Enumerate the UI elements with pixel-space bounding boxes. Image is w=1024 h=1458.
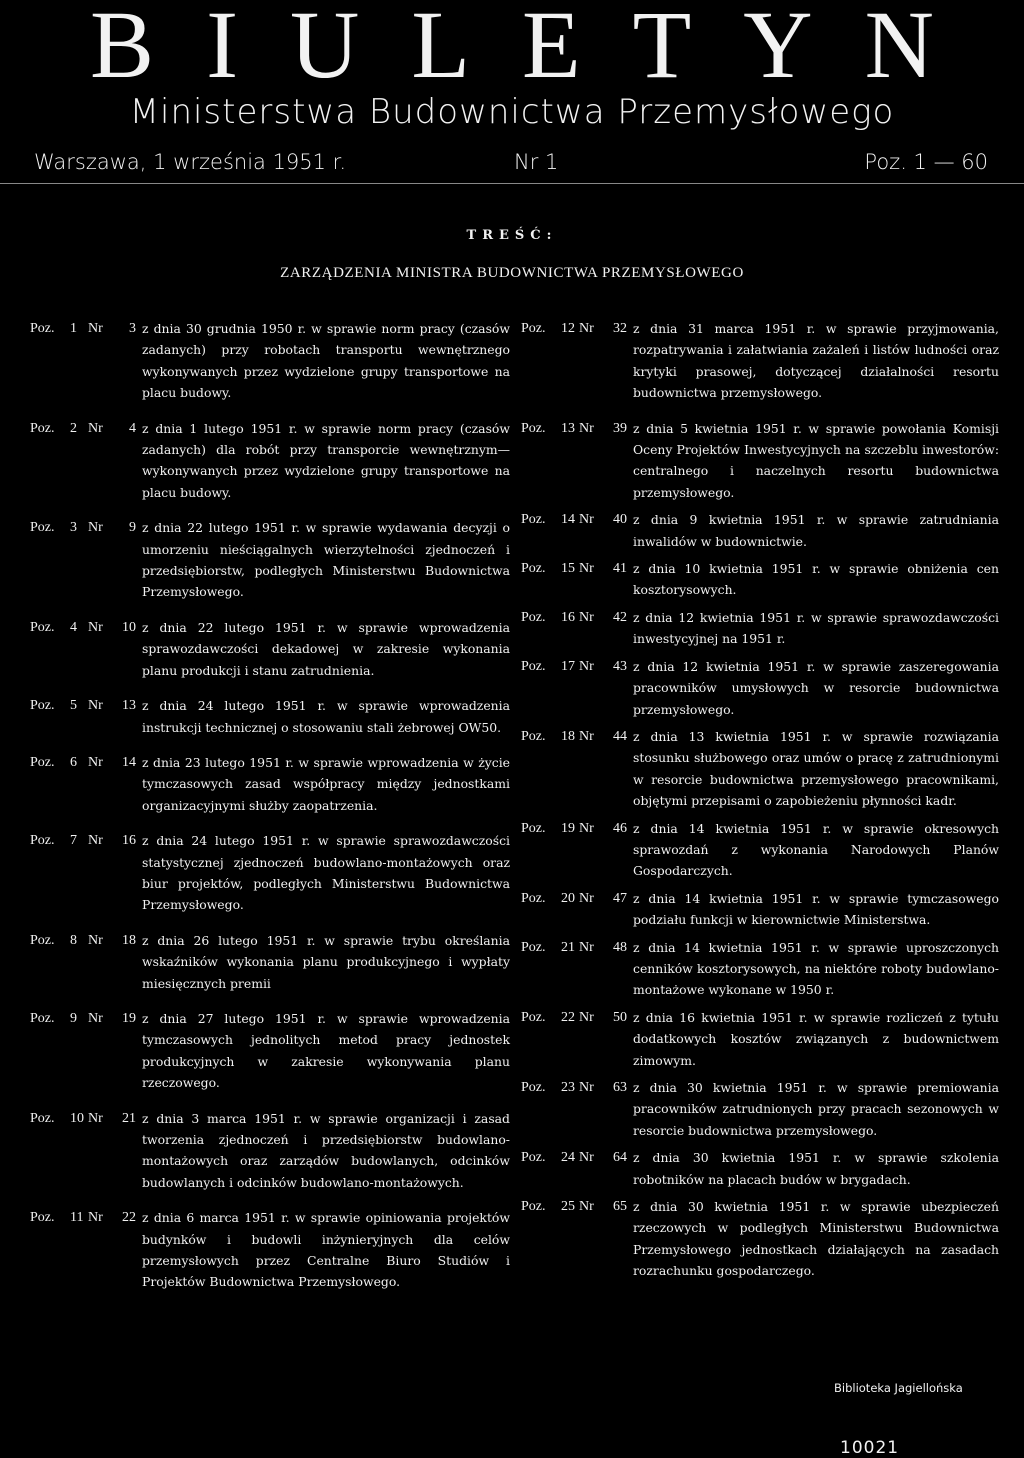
entry-poz-label: Poz.: [521, 420, 546, 436]
entry-order-number: 16: [122, 833, 136, 849]
entry-position-number: 9: [70, 1010, 77, 1026]
entry-order-number: 3: [129, 321, 136, 336]
entry-nr-label: Nr: [88, 321, 103, 336]
entry-order-number: 41: [613, 561, 627, 577]
entry-description: z dnia 12 kwietnia 1951 r. w sprawie sprawozdawczości inwestycyjnej na 1951 r.: [633, 609, 999, 647]
entry-description: z dnia 1 lutego 1951 r. w sprawie norm pracy (czasów zadanych) dla robót przy transporcie wewnętrznym—wykonywanych przez wydzielone grupy transportowe na placu budowy.: [142, 420, 510, 500]
entry-description: z dnia 24 lutego 1951 r. w sprawie wprowadzenia instrukcji technicznej o stosowaniu stali żebrowej OW50.: [142, 698, 510, 735]
contents-column-right: [521, 318, 999, 1282]
entry-position-number: 6: [70, 754, 77, 770]
entry-order-number: 4: [129, 420, 136, 436]
entry-description: z dnia 13 kwietnia 1951 r. w sprawie rozwiązania stosunku służbowego oraz umów o pracę z zatrudnionymi w resorcie budownictwa przemysłowego pracownikami, objętymi przepisami o zapobieżeniu płynności kadr.: [633, 728, 999, 809]
entry-poz-label: Poz.: [521, 1009, 546, 1025]
contents-entry: [30, 1207, 510, 1293]
entry-poz-label: Poz.: [521, 820, 546, 836]
entry-poz-label: Poz.: [30, 1210, 55, 1226]
entry-nr-label: Nr: [579, 321, 594, 336]
issue-positions: Poz. 1 — 60: [864, 150, 988, 174]
page-number: 10021: [840, 1438, 900, 1458]
entry-order-number: 63: [613, 1080, 627, 1095]
entry-position-number: 1: [70, 321, 77, 336]
entry-position-number: 4: [70, 619, 77, 635]
contents-entry: [521, 1077, 999, 1141]
entry-nr-label: Nr: [579, 1150, 594, 1166]
contents-column-left: [30, 318, 510, 1293]
entry-description: z dnia 6 marca 1951 r. w sprawie opiniowania projektów budynków i budowli inżynieryjnych dla celów przemysłowych przez Centralne Biuro Studiów i Projektów Budownictwa Przemysłowego.: [142, 1210, 510, 1290]
entry-nr-label: Nr: [579, 420, 594, 436]
entry-poz-label: Poz.: [521, 1150, 546, 1166]
entry-description: z dnia 27 lutego 1951 r. w sprawie wprowadzenia tymczasowych jednolitych metod pracy jednostek produkcyjnych w zakresie wykonywania planu rzeczowego.: [142, 1010, 510, 1091]
entry-order-number: 14: [122, 754, 136, 770]
entry-position-number: 3: [70, 520, 77, 536]
entry-nr-label: Nr: [579, 820, 594, 836]
section-heading: ZARZĄDZENIA MINISTRA BUDOWNICTWA PRZEMYSŁOWEGO: [280, 265, 744, 281]
entry-position-number: 12: [561, 321, 575, 336]
contents-entry: [30, 752, 510, 816]
entry-nr-label: Nr: [579, 890, 594, 906]
entry-poz-label: Poz.: [30, 932, 55, 948]
issue-place-date: Warszawa, 1 września 1951 r.: [34, 150, 347, 174]
contents-entry: [521, 1147, 999, 1190]
entry-poz-label: Poz.: [521, 890, 546, 906]
entry-order-number: 32: [613, 321, 627, 336]
contents-entry: [30, 418, 510, 504]
entry-position-number: 22: [561, 1009, 575, 1025]
entry-nr-label: Nr: [88, 619, 103, 635]
contents-entry: [521, 656, 999, 720]
entry-position-number: 5: [70, 698, 77, 714]
entry-order-number: 42: [613, 609, 627, 625]
contents-entry: [521, 726, 999, 812]
entry-poz-label: Poz.: [30, 619, 55, 635]
contents-entry: [521, 818, 999, 882]
entry-order-number: 9: [129, 520, 136, 536]
entry-poz-label: Poz.: [30, 1010, 55, 1026]
entry-poz-label: Poz.: [521, 939, 546, 955]
entry-nr-label: Nr: [579, 939, 594, 955]
entry-nr-label: Nr: [579, 512, 594, 528]
entry-description: z dnia 14 kwietnia 1951 r. w sprawie tymczasowego podziału funkcji w kierownictwie Ministerstwa.: [633, 890, 999, 928]
entry-description: z dnia 31 marca 1951 r. w sprawie przyjmowania, rozpatrywania i załatwiania zażaleń i listów ludności oraz krytyki prasowej, dotyczącej działalności resortu budownictwa przemysłowego.: [633, 321, 999, 401]
entry-order-number: 48: [613, 939, 627, 955]
entry-order-number: 21: [122, 1110, 136, 1126]
entry-nr-label: Nr: [88, 420, 103, 436]
entry-position-number: 13: [561, 420, 575, 436]
entry-position-number: 2: [70, 420, 77, 436]
entry-description: z dnia 10 kwietnia 1951 r. w sprawie obniżenia cen kosztorysowych.: [633, 561, 999, 598]
entry-poz-label: Poz.: [521, 1199, 546, 1215]
entry-order-number: 64: [613, 1150, 627, 1166]
entry-position-number: 7: [70, 833, 77, 849]
entry-poz-label: Poz.: [521, 658, 546, 674]
entry-position-number: 25: [561, 1199, 575, 1215]
contents-entry: [521, 558, 999, 601]
entry-poz-label: Poz.: [521, 561, 546, 577]
entry-nr-label: Nr: [579, 1009, 594, 1025]
entry-position-number: 14: [561, 512, 575, 528]
issue-number: Nr 1: [514, 150, 559, 174]
entry-position-number: 10: [70, 1110, 84, 1126]
entry-description: z dnia 30 grudnia 1950 r. w sprawie norm pracy (czasów zadanych) przy robotach transportu wewnętrznego wykonywanych przez wydzielone grupy transportowe na placu budowy.: [142, 321, 510, 401]
contents-entry: [30, 517, 510, 603]
entry-nr-label: Nr: [88, 698, 103, 714]
entry-order-number: 44: [613, 728, 627, 744]
contents-heading: TREŚĆ:: [466, 228, 558, 243]
header-divider: [0, 183, 1024, 184]
entry-poz-label: Poz.: [30, 698, 55, 714]
contents-entry: [521, 418, 999, 504]
entry-nr-label: Nr: [579, 609, 594, 625]
entry-position-number: 20: [561, 890, 575, 906]
entry-description: z dnia 22 lutego 1951 r. w sprawie wydawania decyzji o umorzeniu nieściągalnych wierzytelności zjednoczeń i przedsiębiorstw, podległych Ministerstwu Budownictwa Przemysłowego.: [142, 520, 510, 600]
entry-order-number: 10: [122, 619, 136, 635]
entry-poz-label: Poz.: [30, 420, 55, 436]
entry-description: z dnia 14 kwietnia 1951 r. w sprawie okresowych sprawozdań z wykonania Narodowych Planów Gospodarczych.: [633, 820, 999, 879]
entry-nr-label: Nr: [579, 561, 594, 577]
entry-description: z dnia 23 lutego 1951 r. w sprawie wprowadzenia w życie tymczasowych zasad współpracy między jednostkami organizacyjnymi służby zaopatrzenia.: [142, 754, 510, 813]
entry-description: z dnia 16 kwietnia 1951 r. w sprawie rozliczeń z tytułu dodatkowych kosztów związanych z budownictwem zimowym.: [633, 1009, 999, 1068]
contents-entry: [30, 830, 510, 916]
contents-entry: [30, 318, 510, 404]
contents-entry: [521, 937, 999, 1001]
entry-nr-label: Nr: [88, 932, 103, 948]
entry-description: z dnia 5 kwietnia 1951 r. w sprawie powołania Komisji Oceny Projektów Inwestycyjnych na szczeblu inwestorów: centralnego i naczelnych resortu budownictwa przemysłowego.: [633, 420, 999, 500]
entry-nr-label: Nr: [579, 728, 594, 744]
entry-order-number: 50: [613, 1009, 627, 1025]
entry-description: z dnia 30 kwietnia 1951 r. w sprawie ubezpieczeń rzeczowych w podległych Ministerstwu Budownictwa Przemysłowego jednostkach działających na zasadach rozrachunku gospodarczego.: [633, 1199, 999, 1279]
entry-nr-label: Nr: [88, 520, 103, 536]
entry-position-number: 11: [70, 1210, 84, 1226]
entry-order-number: 43: [613, 658, 627, 674]
entry-position-number: 15: [561, 561, 575, 577]
entry-nr-label: Nr: [88, 1210, 103, 1226]
masthead-title: BIULETYN: [90, 0, 986, 98]
entry-position-number: 16: [561, 609, 575, 625]
entry-description: z dnia 24 lutego 1951 r. w sprawie sprawozdawczości statystycznej zjednoczeń budowlano-montażowych oraz biur projektów, podległych Ministerstwu Budownictwa Przemysłowego.: [142, 833, 510, 913]
entry-order-number: 46: [613, 820, 627, 836]
entry-poz-label: Poz.: [521, 728, 546, 744]
masthead-subtitle: Ministerstwa Budownictwa Przemysłowego: [129, 92, 895, 132]
entry-poz-label: Poz.: [521, 321, 546, 336]
entry-description: z dnia 22 lutego 1951 r. w sprawie wprowadzenia sprawozdawczości dekadowej w zakresie wykonania planu produkcji i stanu zatrudnienia.: [142, 619, 510, 678]
entry-nr-label: Nr: [88, 1010, 103, 1026]
entry-poz-label: Poz.: [521, 512, 546, 528]
contents-entry: [521, 318, 999, 404]
entry-order-number: 19: [122, 1010, 136, 1026]
entry-poz-label: Poz.: [30, 754, 55, 770]
entry-position-number: 24: [561, 1150, 575, 1166]
entry-nr-label: Nr: [579, 1199, 594, 1215]
entry-poz-label: Poz.: [521, 1080, 546, 1095]
contents-entry: [521, 1007, 999, 1071]
entry-order-number: 13: [122, 698, 136, 714]
contents-entry: [30, 930, 510, 994]
entry-position-number: 23: [561, 1080, 575, 1095]
entry-order-number: 18: [122, 932, 136, 948]
entry-nr-label: Nr: [579, 1080, 594, 1095]
contents-entry: [30, 1108, 510, 1194]
contents-entry: [521, 888, 999, 931]
entry-description: z dnia 3 marca 1951 r. w sprawie organizacji i zasad tworzenia zjednoczeń i przedsiębiorstw budowlano-montażowych oraz zarządów budowlanych, odcinków budowlanych i odcinków budowlano-montażowych.: [142, 1110, 510, 1190]
entry-order-number: 39: [613, 420, 627, 436]
entry-poz-label: Poz.: [30, 321, 55, 336]
entry-description: z dnia 30 kwietnia 1951 r. w sprawie premiowania pracowników zatrudnionych przy pracach sezonowych w resorcie budownictwa przemysłowego.: [633, 1080, 999, 1138]
entry-poz-label: Poz.: [30, 833, 55, 849]
entry-nr-label: Nr: [88, 1110, 103, 1126]
entry-position-number: 8: [70, 932, 77, 948]
entry-nr-label: Nr: [88, 754, 103, 770]
contents-entry: [30, 695, 510, 738]
contents-entry: [30, 617, 510, 681]
entry-position-number: 19: [561, 820, 575, 836]
contents-entry: [30, 1008, 510, 1094]
entry-nr-label: Nr: [579, 658, 594, 674]
entry-description: z dnia 12 kwietnia 1951 r. w sprawie zaszeregowania pracowników umysłowych w resorcie budownictwa przemysłowego.: [633, 658, 999, 717]
entry-order-number: 40: [613, 512, 627, 528]
contents-entry: [521, 509, 999, 552]
entry-position-number: 18: [561, 728, 575, 744]
entry-poz-label: Poz.: [521, 609, 546, 625]
contents-entry: [521, 607, 999, 650]
entry-order-number: 22: [122, 1210, 136, 1226]
entry-description: z dnia 30 kwietnia 1951 r. w sprawie szkolenia robotników na placach budów w brygadach.: [633, 1150, 999, 1187]
entry-position-number: 17: [561, 658, 575, 674]
entry-description: z dnia 26 lutego 1951 r. w sprawie trybu określania wskaźników wykonania planu produkcyjnego i wypłaty miesięcznych premii: [142, 932, 510, 991]
entry-poz-label: Poz.: [30, 1110, 55, 1126]
library-stamp: Biblioteka Jagiellońska: [834, 1381, 963, 1395]
entry-position-number: 21: [561, 939, 575, 955]
entry-order-number: 47: [613, 890, 627, 906]
entry-poz-label: Poz.: [30, 520, 55, 536]
entry-order-number: 65: [613, 1199, 627, 1215]
contents-entry: [521, 1196, 999, 1282]
entry-nr-label: Nr: [88, 833, 103, 849]
entry-description: z dnia 9 kwietnia 1951 r. w sprawie zatrudniania inwalidów w budownictwie.: [633, 512, 999, 549]
entry-description: z dnia 14 kwietnia 1951 r. w sprawie uproszczonych cenników kosztorysowych, na niektóre roboty budowlano-montażowe wykonane w 1950 r.: [633, 939, 999, 998]
